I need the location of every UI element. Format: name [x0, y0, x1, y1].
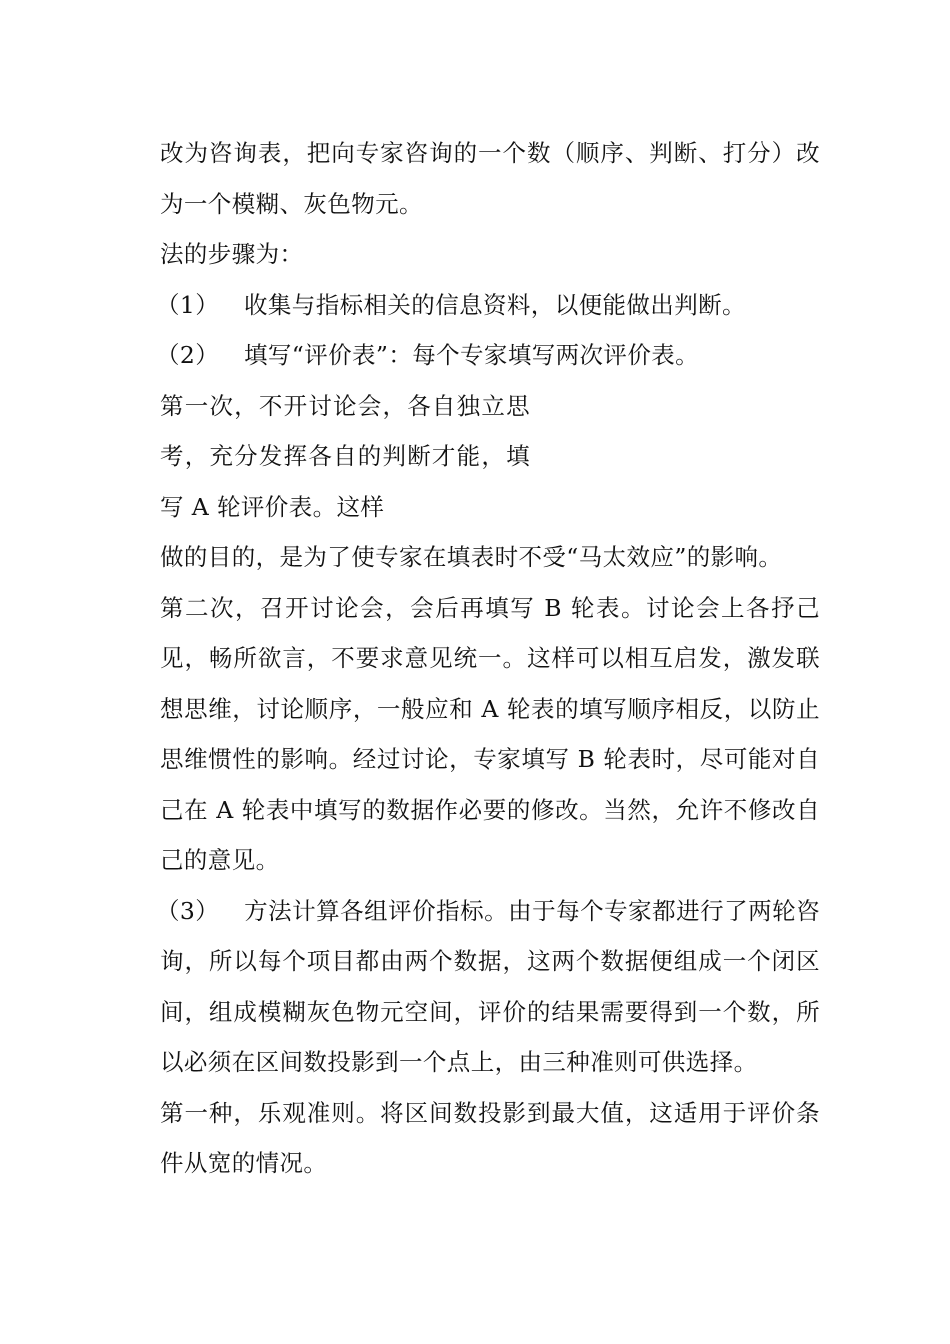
- step-3-text: 方法计算各组评价指标。由于每个专家都进行了两轮咨询，所以每个项目都由两个数据，这两个数据便组成一个闭区间，组成模糊灰色物元空间，评价的结果需要得到一个数，所以必须在区间数投影到一个点上，由三种准则可供选择。: [160, 896, 820, 1076]
- paragraph-consultation-table: 改为咨询表，把向专家咨询的一个数（顺序、判断、打分）改为一个模糊、灰色物元。: [160, 139, 820, 218]
- step-2-text: 填写“评价表”：每个专家填写两次评价表。: [244, 341, 700, 369]
- step-3-number: （3）: [156, 896, 220, 925]
- document-body: [156, 128, 820, 1189]
- step-1-text: 收集与指标相关的信息资料，以便能做出判断。: [244, 290, 746, 319]
- step-1: [156, 280, 820, 331]
- paragraph-method-steps-heading: 法的步骤为：: [160, 240, 304, 268]
- paragraph-first-round: 第一次，不开讨论会，各自独立思考，充分发挥各自的判断才能，填写 A 轮评价表。这样: [160, 391, 530, 521]
- step-1-number: （1）: [156, 290, 220, 319]
- paragraph-optimistic-criterion: 第一种，乐观准则。将区间数投影到最大值，这适用于评价条件从宽的情况。: [160, 1098, 820, 1177]
- step-2-number: （2）: [156, 341, 220, 369]
- step-3: [156, 886, 820, 1088]
- paragraph-purpose: 做的目的，是为了使专家在填表时不受“马太效应”的影响。: [160, 543, 783, 571]
- step-2: [156, 330, 820, 381]
- paragraph-second-round: 第二次，召开讨论会，会后再填写 B 轮表。讨论会上各抒己见，畅所欲言，不要求意见统一。这样可以相互启发，激发联想思维，讨论顺序，一般应和 A 轮表的填写顺序相反，以防止思维惯性的影响。经过讨论，专家填写 B 轮表时，尽可能对自己在 A 轮表中填写的数据作必要的修改。当然，允许不修改自己的意见。: [160, 593, 820, 874]
